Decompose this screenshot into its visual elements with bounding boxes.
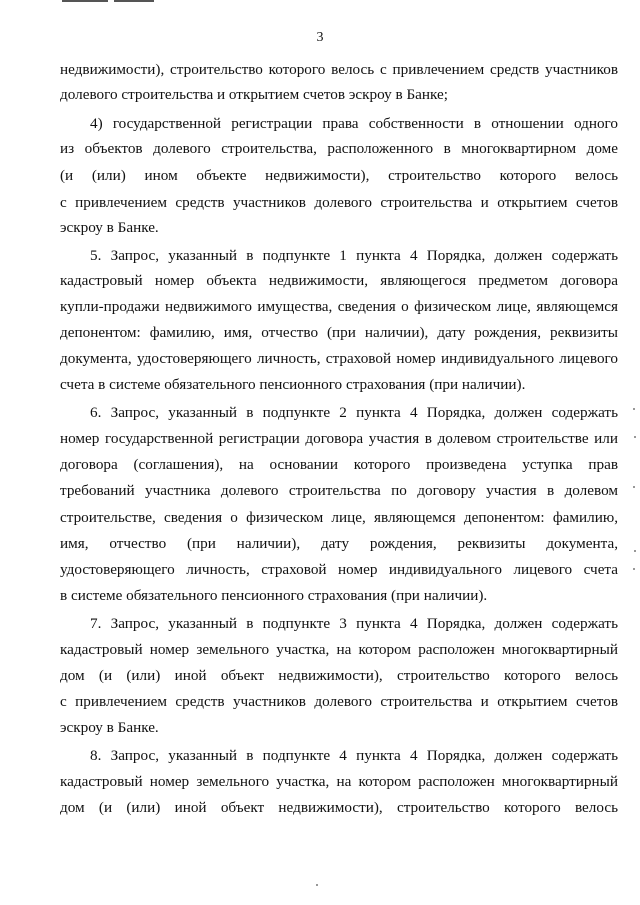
text-line: 4) государственной регистрации права собственности в отношении одного (90, 115, 618, 132)
text-line: дом (и (или) иной объект недвижимости), строительство которого велось (60, 799, 618, 816)
text-line: имя, отчество (при наличии), дату рождения, реквизиты документа, (60, 535, 618, 552)
scan-top-mark-left (62, 0, 108, 2)
page-number: 3 (316, 30, 324, 45)
scan-speck (634, 550, 636, 552)
text-line: кадастровый номер земельного участка, на котором расположен многоквартирный (60, 641, 618, 658)
text-line: 5. Запрос, указанный в подпункте 1 пункта 4 Порядка, должен содержать (90, 247, 618, 264)
text-line: долевого строительства и открытием счетов эскроу в Банке; (60, 86, 449, 103)
text-line: 8. Запрос, указанный в подпункте 4 пункта 4 Порядка, должен содержать (90, 747, 618, 764)
text-line: кадастровый номер земельного участка, на котором расположен многоквартирный (60, 773, 618, 790)
text-line: счета в системе обязательного пенсионного страхования (при наличии). (60, 376, 526, 393)
scan-top-mark-right (114, 0, 154, 2)
text-line: с привлечением средств участников долевого строительства и открытием счетов (60, 693, 618, 710)
scan-speck (633, 486, 635, 488)
text-line: дом (и (или) иной объект недвижимости), строительство которого велось (60, 667, 618, 684)
scan-speck (633, 568, 635, 570)
text-line: депонентом: фамилию, имя, отчество (при наличии), дату рождения, реквизиты (60, 324, 618, 341)
text-line: удостоверяющего личность, страховой номер индивидуального лицевого счета (60, 561, 618, 578)
text-line: эскроу в Банке. (60, 219, 159, 236)
text-line: недвижимости), строительство которого велось с привлечением средств участников (60, 61, 618, 78)
text-line: документа, удостоверяющего личность, страховой номер индивидуального лицевого (60, 350, 618, 367)
text-line: строительстве, сведения о физическом лице, являющемся депонентом: фамилию, (60, 509, 618, 526)
text-line: 6. Запрос, указанный в подпункте 2 пункта 4 Порядка, должен содержать (90, 404, 618, 421)
text-line: требований участника долевого строительства по договору участия в долевом (60, 482, 618, 499)
scan-speck (634, 436, 636, 438)
text-line: купли-продажи недвижимого имущества, сведения о физическом лице, являющемся (60, 298, 618, 315)
scan-speck (316, 884, 318, 886)
text-line: с привлечением средств участников долевого строительства и открытием счетов (60, 194, 618, 211)
scan-speck (633, 408, 635, 410)
text-line: эскроу в Банке. (60, 719, 159, 736)
text-line: в системе обязательного пенсионного страхования (при наличии). (60, 587, 488, 604)
text-line: кадастровый номер объекта недвижимости, являющегося предметом договора (60, 272, 618, 289)
text-line: договора (соглашения), на основании которого произведена уступка прав (60, 456, 618, 473)
text-line: номер государственной регистрации договора участия в долевом строительстве или (60, 430, 618, 447)
text-line: 7. Запрос, указанный в подпункте 3 пункта 4 Порядка, должен содержать (90, 615, 618, 632)
text-line: из объектов долевого строительства, расположенного в многоквартирном доме (60, 140, 618, 157)
text-line: (и (или) ином объекте недвижимости), строительство которого велось (60, 167, 618, 184)
